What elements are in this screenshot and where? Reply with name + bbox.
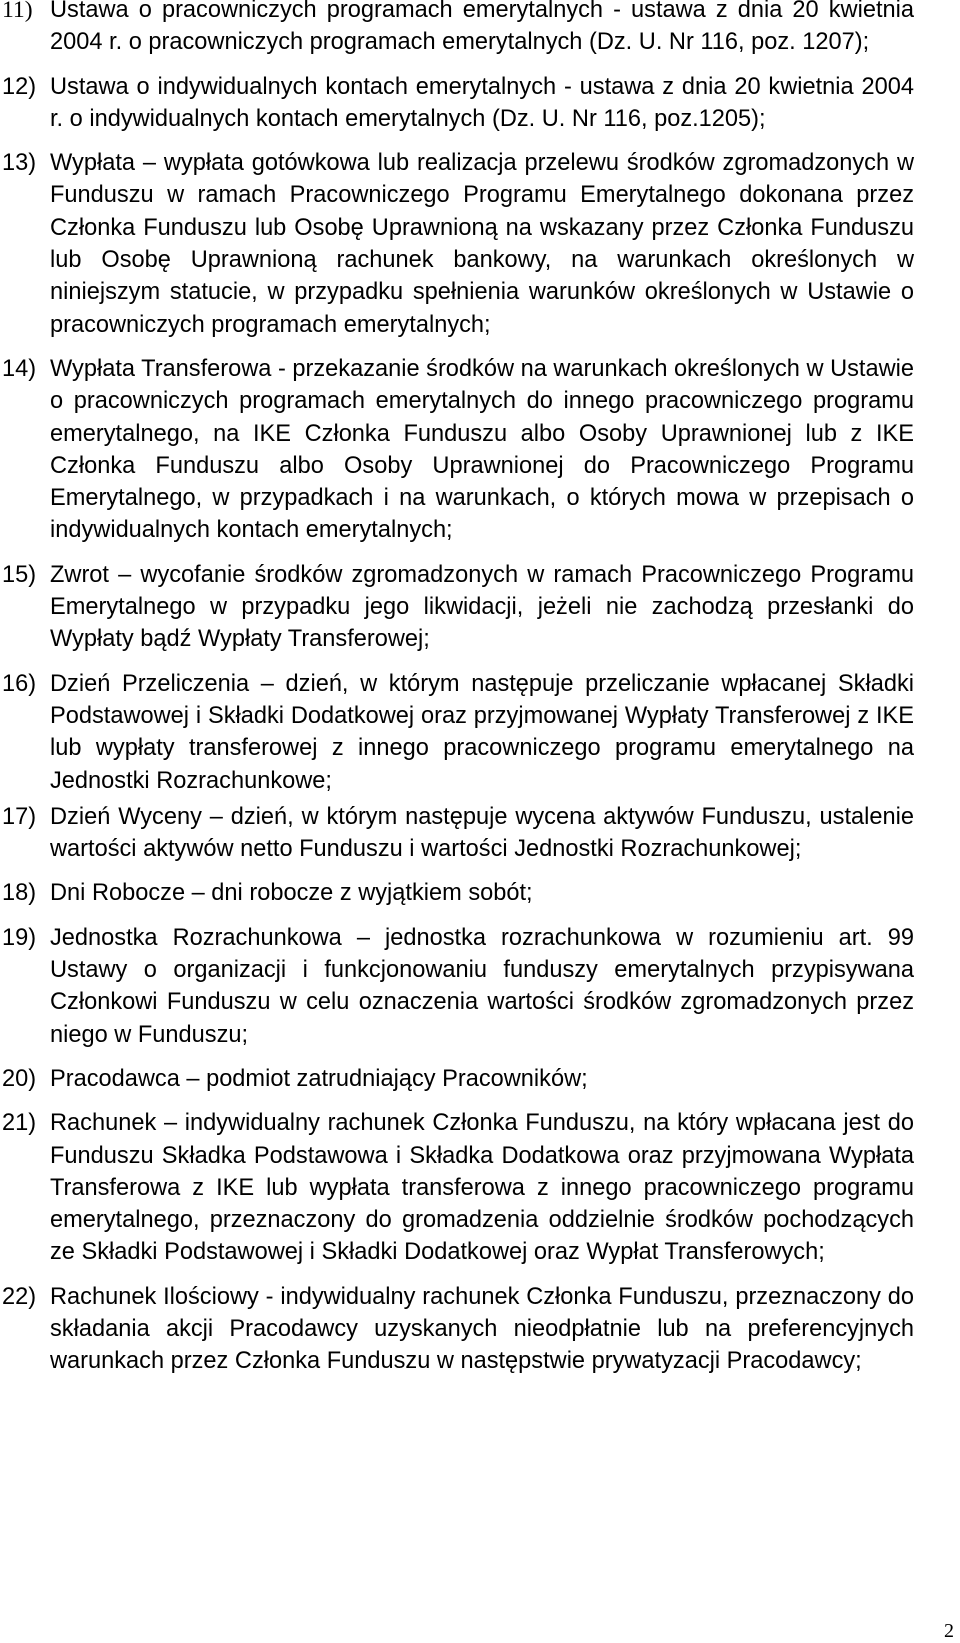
item-number: 17) <box>2 803 37 830</box>
list-item-12 <box>2 71 960 136</box>
item-number: 12) <box>2 73 37 100</box>
item-number: 11) <box>2 0 33 23</box>
item-number: 20) <box>2 1065 37 1092</box>
item-text: Jednostka Rozrachunkowa – jednostka rozrachunkowa w rozumieniu art. 99 Ustawy o organizacji i funkcjonowaniu funduszy emerytalnych przypisywana Członkowi Funduszu w celu oznaczenia wartości środków zgromadzonych przez niego w Funduszu; <box>50 924 914 1048</box>
list-item-18 <box>2 877 960 909</box>
list-item-21 <box>2 1107 960 1268</box>
list-item-13 <box>2 147 960 341</box>
list-item-14 <box>2 353 960 547</box>
page-number: 2 <box>944 1620 954 1642</box>
item-number: 14) <box>2 355 37 382</box>
item-text: Ustawa o indywidualnych kontach emerytalnych - ustawa z dnia 20 kwietnia 2004 r. o indywidualnych kontach emerytalnych (Dz. U. Nr 116, poz.1205); <box>50 73 914 132</box>
item-number: 21) <box>2 1110 37 1137</box>
item-text: Pracodawca – podmiot zatrudniający Pracowników; <box>50 1065 588 1092</box>
item-text: Wypłata Transferowa - przekazanie środków na warunkach określonych w Ustawie o pracowniczych programach emerytalnych do innego pracowniczego programu emerytalnego, na IKE Członka Funduszu albo Osoby Uprawnionej lub z IKE Członka Funduszu albo Osoby Uprawnionej do Pracowniczego Programu Emerytalnego, w przypadkach i na warunkach, o których mowa w przepisach o indywidualnych kontach emerytalnych; <box>50 355 914 544</box>
list-item-15 <box>2 559 960 656</box>
item-text: Dzień Przeliczenia – dzień, w którym następuje przeliczanie wpłacanej Składki Podstawowej i Składki Dodatkowej oraz przyjmowanej Wypłaty Transferowej z IKE lub wypłaty transferowej z innego pracowniczego programu emerytalnego na Jednostki Rozrachunkowe; <box>50 670 914 794</box>
item-text: Rachunek – indywidualny rachunek Członka Funduszu, na który wpłacana jest do Funduszu Składka Podstawowa i Składka Dodatkowa oraz przyjmowana Wypłata Transferowa z IKE lub wypłata transferowa z innego pracowniczego programu emerytalnego, przeznaczony do gromadzenia oddzielnie środków pochodzących ze Składki Podstawowej i Składki Dodatkowej oraz Wypłat Transferowych; <box>50 1110 914 1266</box>
item-text: Dzień Wyceny – dzień, w którym następuje wycena aktywów Funduszu, ustalenie wartości aktywów netto Funduszu i wartości Jednostki Rozrachunkowej; <box>50 803 914 863</box>
list-item-20 <box>2 1063 960 1095</box>
item-number: 16) <box>2 670 37 697</box>
item-text: Dni Robocze – dni robocze z wyjątkiem sobót; <box>50 880 533 907</box>
item-text: Ustawa o pracowniczych programach emerytalnych - ustawa z dnia 20 kwietnia 2004 r. o pracowniczych programach emerytalnych (Dz. U. Nr 116, poz. 1207); <box>50 0 914 56</box>
item-number: 13) <box>2 150 37 177</box>
item-text: Rachunek Ilościowy - indywidualny rachunek Członka Funduszu, przeznaczony do składania akcji Pracodawcy uzyskanych nieodpłatnie lub na preferencyjnych warunkach przez Członka Funduszu w następstwie prywatyzacji Pracodawcy; <box>50 1283 914 1375</box>
list-item-19 <box>2 922 960 1051</box>
item-number: 18) <box>2 880 37 907</box>
item-number: 19) <box>2 924 37 951</box>
item-number: 15) <box>2 561 37 588</box>
definitions-list <box>2 0 960 1378</box>
item-number: 22) <box>2 1283 37 1310</box>
list-item-16 <box>2 668 960 797</box>
list-item-11 <box>2 0 960 59</box>
list-item-22 <box>2 1281 960 1378</box>
item-text: Wypłata – wypłata gotówkowa lub realizacja przelewu środków zgromadzonych w Funduszu w ramach Pracowniczego Programu Emerytalnego dokonana przez Członka Funduszu lub Osobę Uprawnioną na wskazany przez Członka Funduszu lub Osobę Uprawnioną rachunek bankowy, na warunkach określonych w niniejszym statucie, w przypadku spełnienia warunków określonych w Ustawie o pracowniczych programach emerytalnych; <box>50 150 914 338</box>
item-text: Zwrot – wycofanie środków zgromadzonych w ramach Pracowniczego Programu Emerytalnego w przypadku jego likwidacji, jeżeli nie zachodzą przesłanki do Wypłaty bądź Wypłaty Transferowej; <box>50 561 914 653</box>
list-item-17 <box>2 801 960 866</box>
